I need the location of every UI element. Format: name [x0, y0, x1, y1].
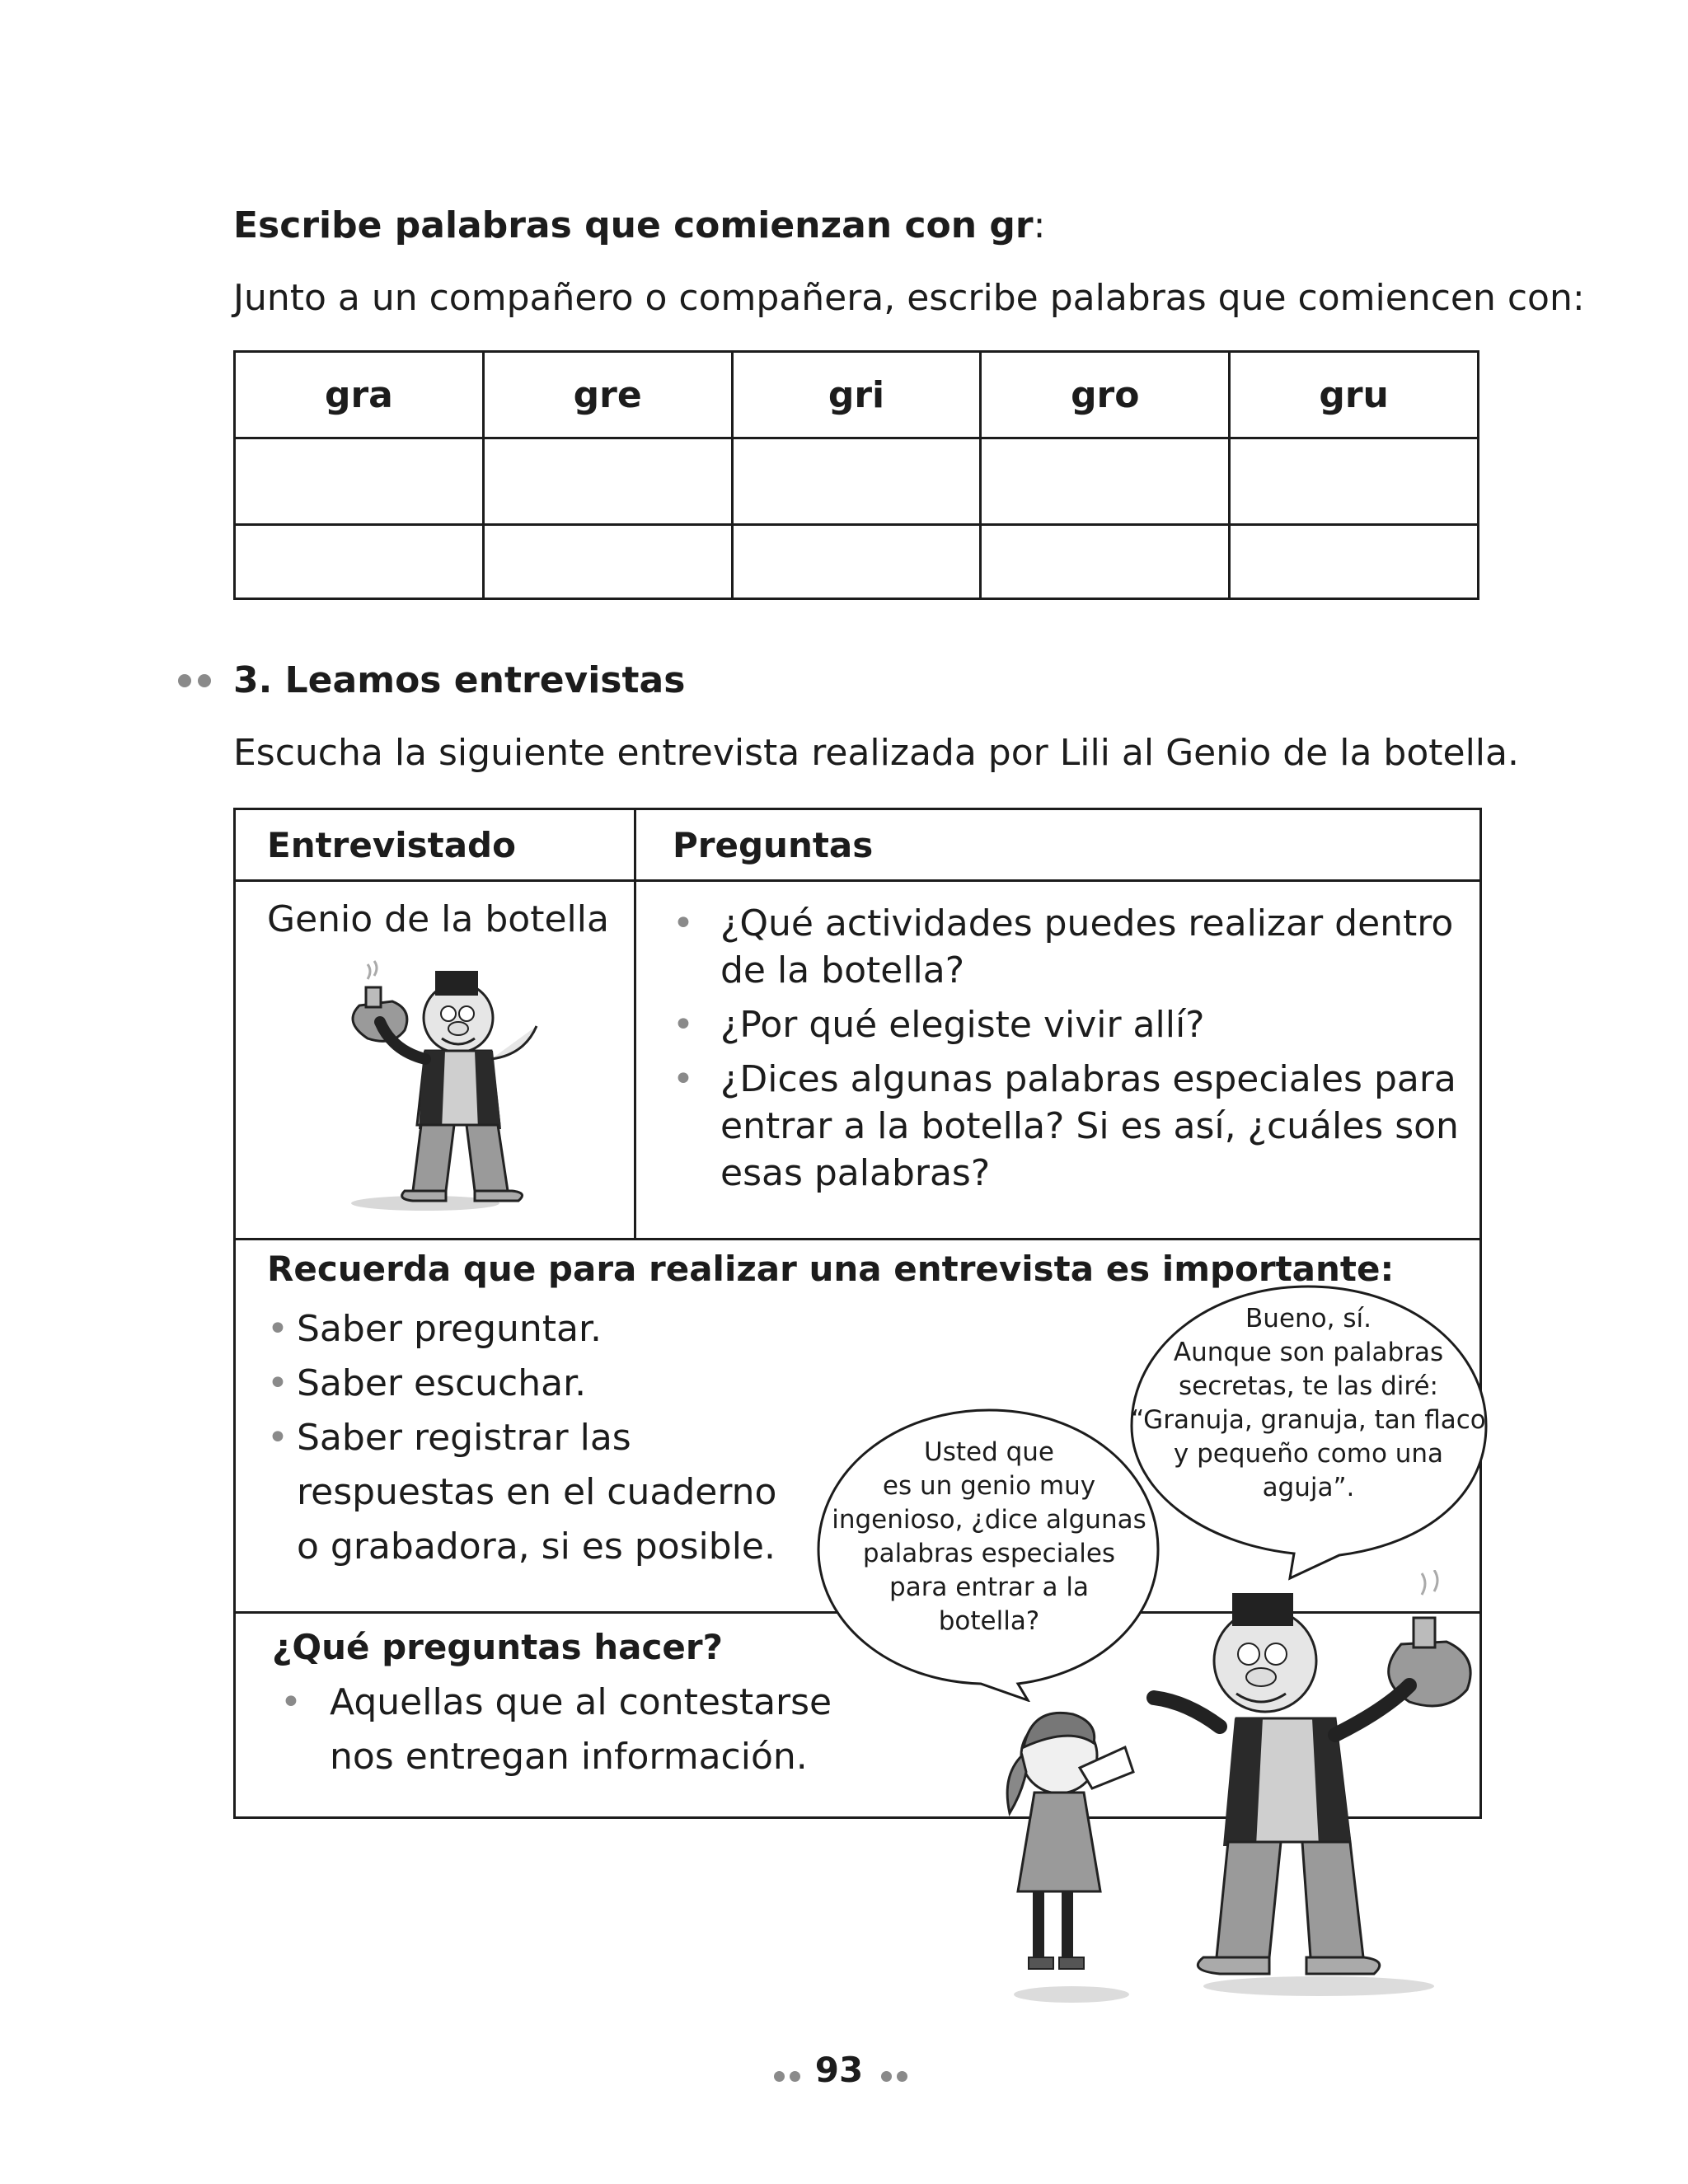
- question-item: • ¿Qué actividades puedes realizar dentro de la botella?: [673, 900, 1470, 994]
- girl-speech-text: Usted que es un genio muy ingenioso, ¿dice algunas palabras especiales para entrar a la botella?: [832, 1437, 1146, 1636]
- column-header-gro: gro: [981, 352, 1230, 438]
- column-header-gru: gru: [1230, 352, 1479, 438]
- answer-cell[interactable]: [1230, 525, 1479, 599]
- page-number-footer: [0, 2050, 1688, 2090]
- girl-and-genie-illustration: [973, 1570, 1508, 2007]
- answer-cell[interactable]: [732, 525, 981, 599]
- section-3-intro: Escucha la siguiente entrevista realizada por Lili al Genio de la botella.: [233, 732, 1519, 774]
- answer-cell[interactable]: [981, 438, 1230, 525]
- column-header-gri: gri: [732, 352, 981, 438]
- which-questions-item: • Aquellas que al contestarse nos entregan información.: [280, 1675, 841, 1784]
- interviewee-name: Genio de la botella: [267, 898, 609, 940]
- question-item: • ¿Por qué elegiste vivir allí?: [673, 1001, 1470, 1048]
- section-3-title: 3. Leamos entrevistas: [233, 659, 686, 701]
- questions-list: [673, 900, 1479, 1197]
- questions-cell: [635, 881, 1481, 1240]
- answer-cell[interactable]: [483, 438, 732, 525]
- header-questions: Preguntas: [635, 809, 1481, 881]
- remember-item: • Saber escuchar.: [267, 1357, 808, 1411]
- remember-item: • Saber preguntar.: [267, 1302, 808, 1357]
- page-number: 93: [814, 2050, 864, 2090]
- answer-cell[interactable]: [1230, 438, 1479, 525]
- which-questions-title: ¿Qué preguntas hacer?: [272, 1627, 723, 1667]
- gr-words-table: [233, 350, 1479, 600]
- column-header-gra: gra: [235, 352, 484, 438]
- answer-cell[interactable]: [981, 525, 1230, 599]
- answer-cell[interactable]: [235, 438, 484, 525]
- genie-speech-text: Bueno, sí. Aunque son palabras secretas, te las diré: “Granuja, granuja, tan flaco y pequeño como una aguja”.: [1131, 1304, 1486, 1502]
- remember-item: • Saber registrar las respuestas en el cuaderno o grabadora, si es posible.: [267, 1411, 808, 1574]
- gr-instruction: Junto a un compañero o compañera, escribe palabras que comiencen con:: [233, 277, 1585, 319]
- answer-cell[interactable]: [483, 525, 732, 599]
- gr-section-title: Escribe palabras que comienzan con gr:: [233, 204, 1046, 246]
- answer-cell[interactable]: [732, 438, 981, 525]
- remember-title: Recuerda que para realizar una entrevista es importante:: [267, 1249, 1395, 1289]
- interviewee-cell: [235, 881, 635, 1240]
- question-item: • ¿Dices algunas palabras especiales para entrar a la botella? Si es así, ¿cuáles son esas palabras?: [673, 1056, 1470, 1197]
- section-bullet-dots: [178, 674, 218, 691]
- header-interviewee: Entrevistado: [235, 809, 635, 881]
- answer-cell[interactable]: [235, 525, 484, 599]
- genie-illustration: [335, 956, 549, 1212]
- column-header-gre: gre: [483, 352, 732, 438]
